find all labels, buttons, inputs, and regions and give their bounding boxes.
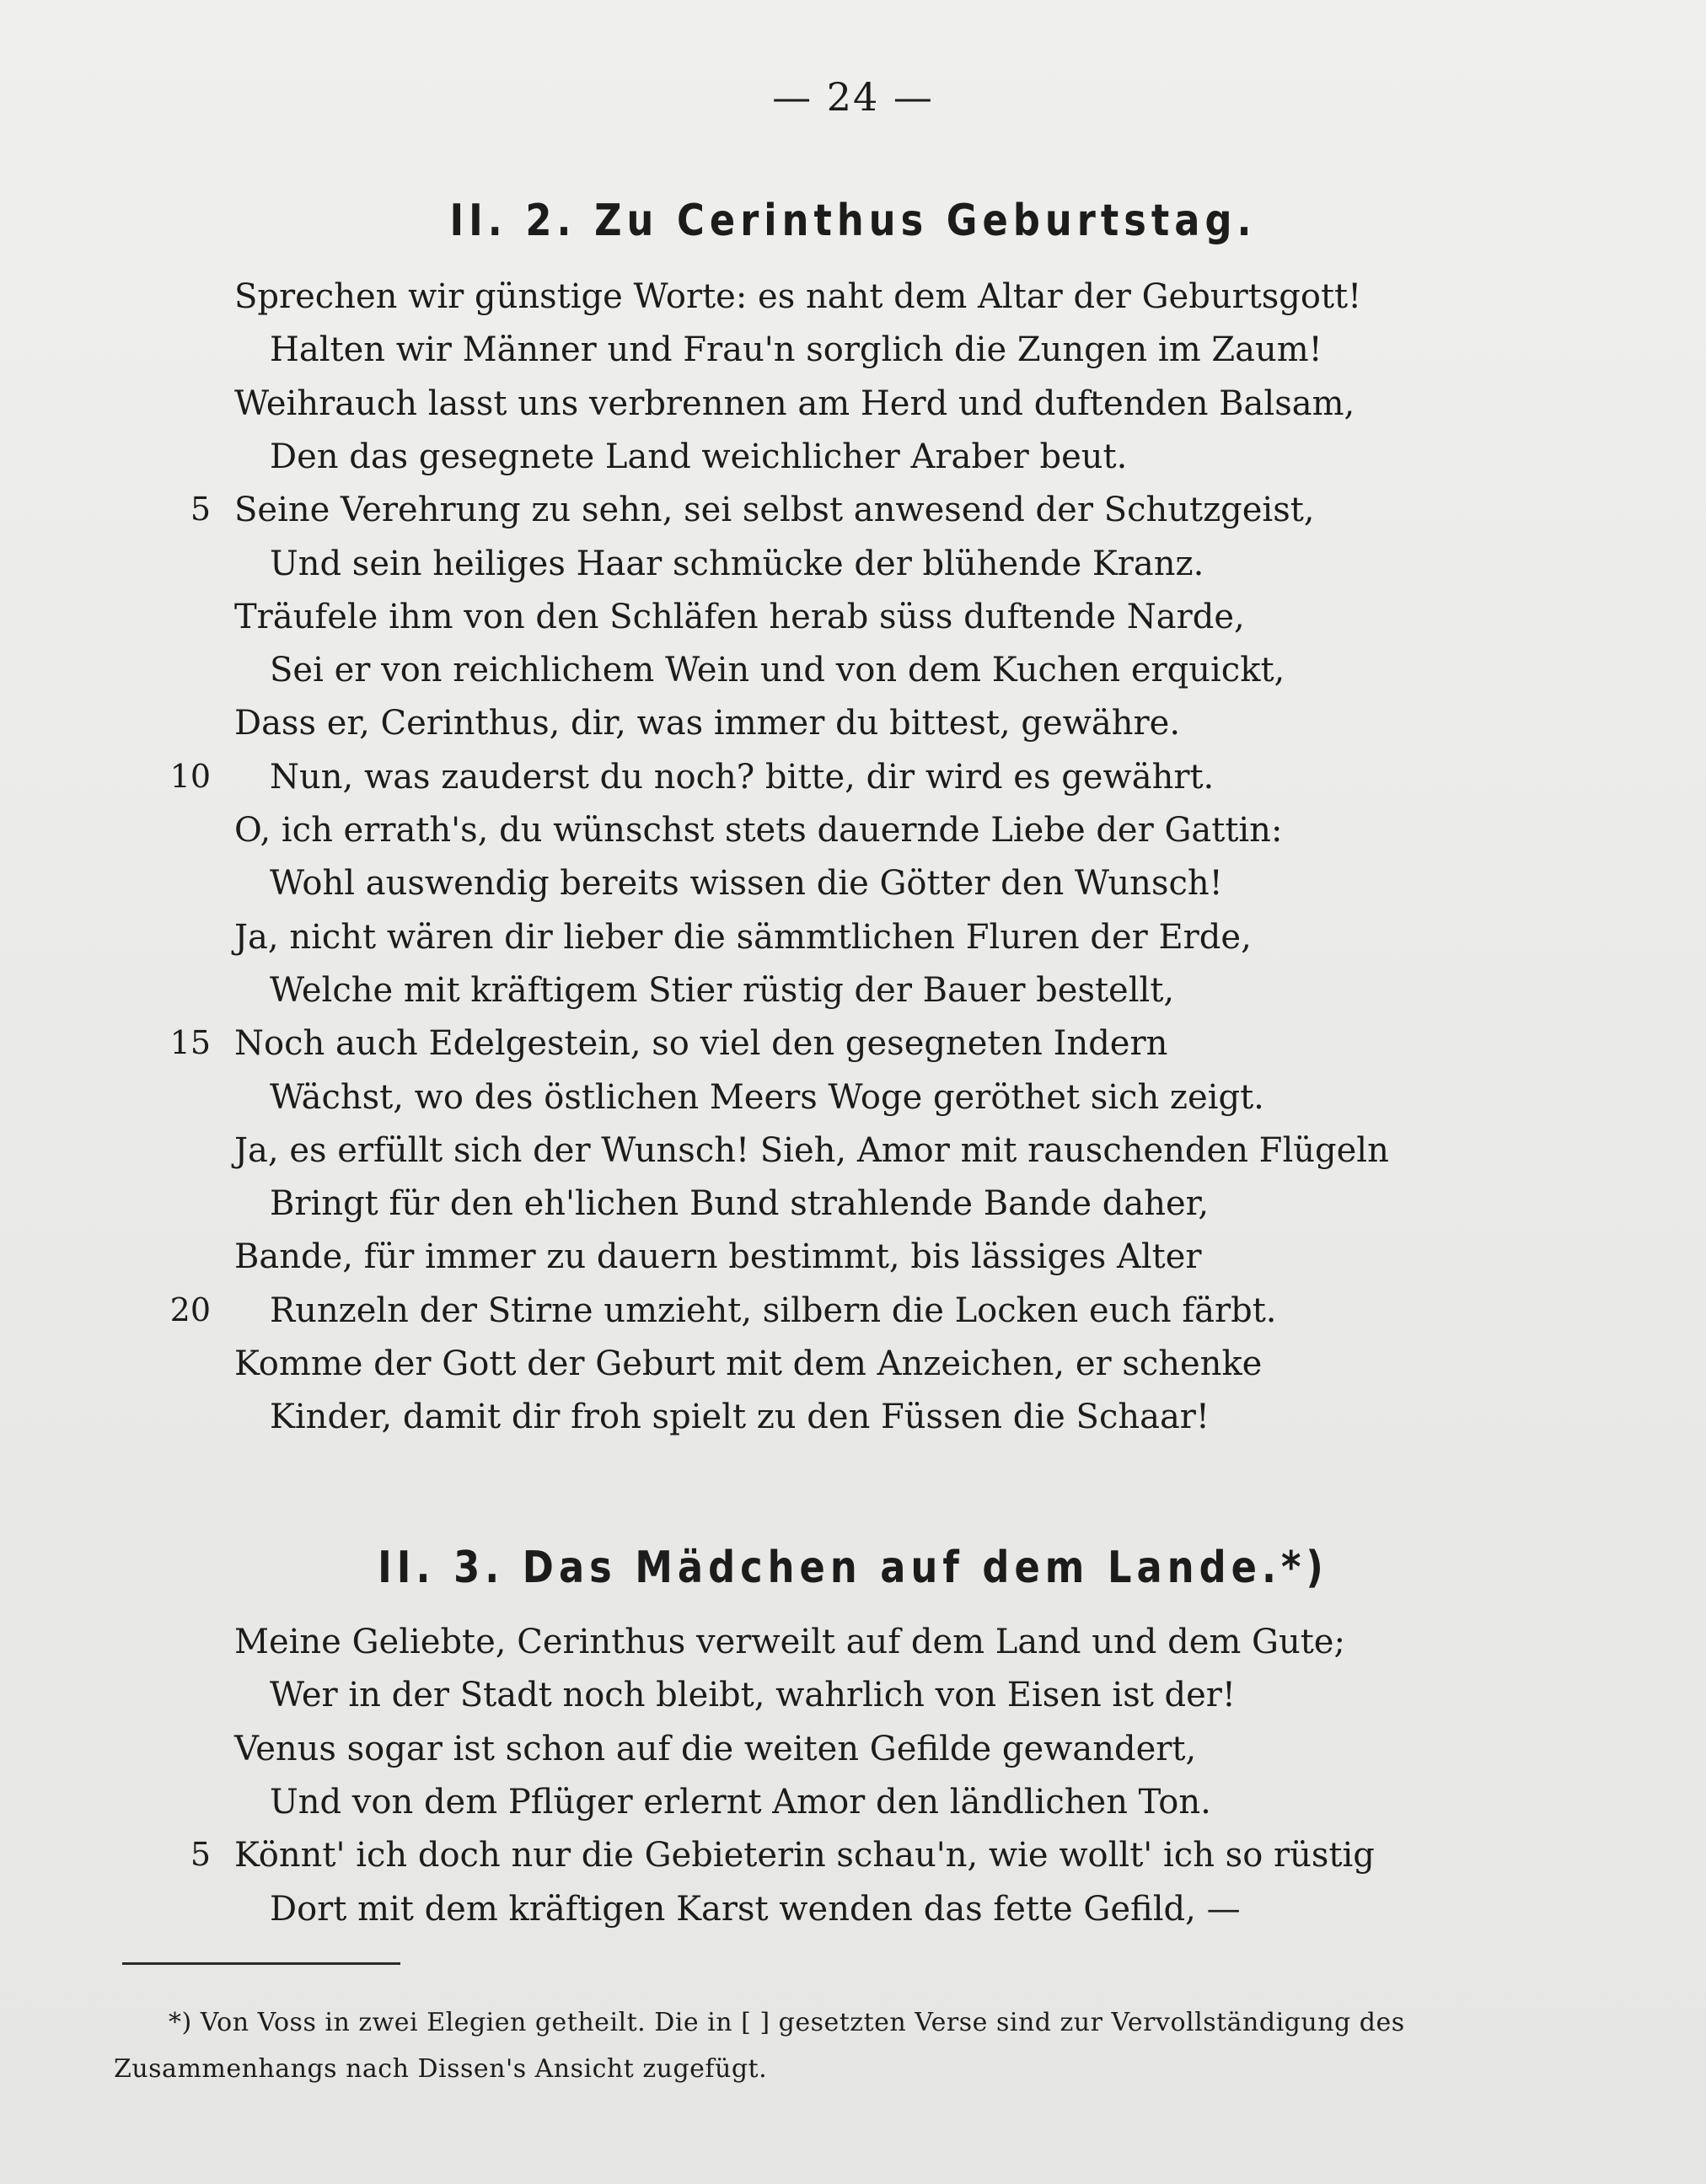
verse-text: Komme der Gott der Geburt mit dem Anzeichen, er schenke — [234, 1344, 1263, 1383]
verse-text: Meine Geliebte, Cerinthus verweilt auf dem Land und dem Gute; — [234, 1623, 1345, 1661]
verse-text: Kinder, damit dir froh spielt zu den Füssen die Schaar! — [270, 1398, 1210, 1436]
verse-text: O, ich errath's, du wünschst stets dauernde Liebe der Gattin: — [234, 811, 1283, 850]
footnote-line-2: Zusammenhangs nach Dissen's Ansicht zugefügt. — [114, 2054, 768, 2084]
verse-text: Welche mit kräftigem Stier rüstig der Bauer bestellt, — [270, 971, 1175, 1010]
footnote-rule — [122, 1962, 400, 1965]
verse-text: Venus sogar ist schon auf die weiten Gefilde gewandert, — [234, 1730, 1197, 1768]
verse-text: Dass er, Cerinthus, dir, was immer du bittest, gewähre. — [234, 704, 1181, 743]
verse-text: Noch auch Edelgestein, so viel den gesegneten Indern — [234, 1024, 1168, 1063]
verse-text: Nun, was zauderst du noch? bitte, dir wird es gewährt. — [270, 758, 1215, 797]
verse-text: Wer in der Stadt noch bleibt, wahrlich von Eisen ist der! — [270, 1676, 1236, 1714]
verse-text: Runzeln der Stirne umzieht, silbern die Locken euch färbt. — [270, 1291, 1277, 1330]
verse-text: Den das gesegnete Land weichlicher Araber beut. — [270, 437, 1128, 476]
line-number: 10 — [169, 758, 211, 795]
verse-text: Träufele ihm von den Schläfen herab süss duftende Narde, — [234, 598, 1245, 636]
verse-text: Halten wir Männer und Frau'n sorglich die Zungen im Zaum! — [270, 330, 1322, 369]
page-number: — 24 — — [772, 74, 934, 120]
line-number: 15 — [169, 1024, 211, 1061]
verse-text: Wächst, wo des östlichen Meers Woge geröthet sich zeigt. — [270, 1078, 1264, 1117]
verse-text: Sprechen wir günstige Worte: es naht dem Altar der Geburtsgott! — [234, 277, 1362, 316]
verse-text: Ja, nicht wären dir lieber die sämmtlichen Fluren der Erde, — [234, 918, 1252, 957]
section-heading-1: II. 2. Zu Cerinthus Geburtstag. — [449, 196, 1257, 246]
verse-text: Könnt' ich doch nur die Gebieterin schau'n, wie wollt' ich so rüstig — [234, 1836, 1375, 1875]
verse-text: Bringt für den eh'lichen Bund strahlende Bande daher, — [270, 1184, 1210, 1223]
section-heading-2: II. 3. Das Mädchen auf dem Lande.*) — [378, 1543, 1328, 1593]
footnote-line-1: *) Von Voss in zwei Elegien getheilt. Die in [ ] gesetzten Verse sind zur Vervollständigung des — [169, 2008, 1405, 2037]
verse-text: Ja, es erfüllt sich der Wunsch! Sieh, Amor mit rauschenden Flügeln — [234, 1131, 1389, 1170]
verse-text: Weihrauch lasst uns verbrennen am Herd und duftenden Balsam, — [234, 384, 1355, 423]
verse-text: Bande, für immer zu dauern bestimmt, bis lässiges Alter — [234, 1237, 1202, 1276]
line-number: 5 — [190, 1836, 211, 1873]
verse-text: Und von dem Pflüger erlernt Amor den ländlichen Ton. — [270, 1783, 1211, 1822]
verse-text: Dort mit dem kräftigen Karst wenden das fette Gefild, — — [270, 1890, 1241, 1929]
line-number: 20 — [169, 1291, 211, 1328]
verse-text: Und sein heiliges Haar schmücke der blühende Kranz. — [270, 545, 1204, 583]
line-number: 5 — [190, 491, 211, 528]
verse-text: Wohl auswendig bereits wissen die Götter den Wunsch! — [270, 864, 1223, 903]
verse-text: Seine Verehrung zu sehn, sei selbst anwesend der Schutzgeist, — [234, 491, 1315, 529]
verse-text: Sei er von reichlichem Wein und von dem Kuchen erquickt, — [270, 651, 1285, 690]
